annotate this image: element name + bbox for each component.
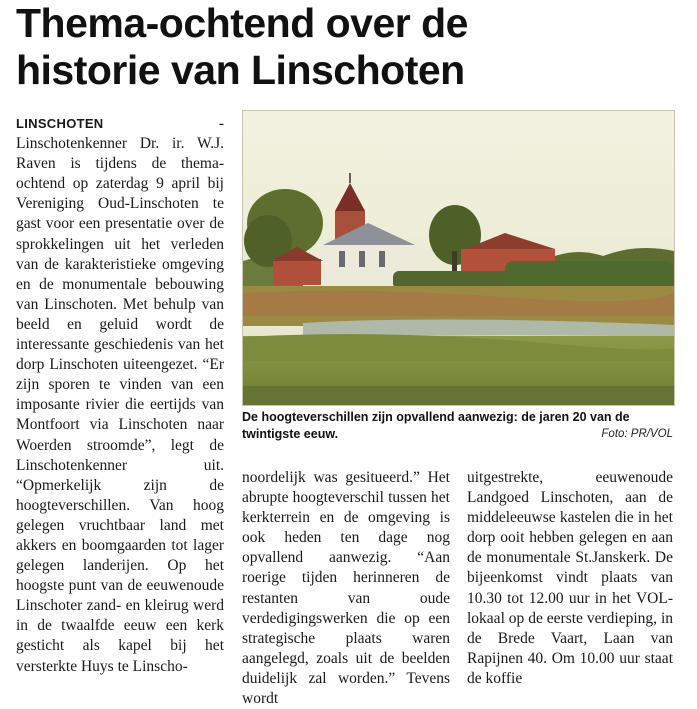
caption-text: De hoogteverschillen zijn opvallend aanwezig: de jaren 20 van de twintigste eeuw. [242,410,630,441]
article-column-1 [16,114,224,677]
photo-caption [242,409,673,443]
headline [16,0,686,94]
headline-line-2: historie van Linschoten [16,47,465,93]
article-column-2: noordelijk was gesitueerd.” Het abrupte hoogteverschil tussen het kerkterrein en de omgeving is ook heden ten dage nog opvallend aanwezig. “Aan roerige tijden herinneren de restanten van oude verdedigingswerken die op een strategische plaats waren aangelegd, zoals uit de beelden duidelijk zal worden.” Tevens wordt [242,469,450,708]
article-photo [242,110,675,406]
headline-line-1: Thema-ochtend over de [16,0,468,46]
dateline: LINSCHOTEN [16,116,104,131]
article-column-3: uitgestrekte, eeuwenoude Landgoed Linschoten, aan de middeleeuwse kastelen die in het dorp ooit hebben gelegen en aan de monumentale St.Janskerk. De bijeenkomst vindt plaats van 10.30 tot 12.00 uur in het VOL-lokaal op de eerste verdieping, in de Brede Vaart, Laan van Rapijnen 40. Om 10.00 uur staat de koffie [467,469,673,687]
village-church-photo [243,111,674,405]
photo-credit: Foto: PR/VOL [601,428,673,440]
column-1-text: - Linschotenkenner Dr. ir. W.J. Raven is tijdens de thema-ochtend op zaterdag 9 april bij Vereniging Oud-Linschoten te gast voor een presentatie over de sprokkelingen uit het verleden van de karakteristieke omgeving en de monumentale bebouwing van Linschoten. Met behulp van beeld en geluid wordt de interessante geschiedenis van het dorp Linschoten uiteengezet. “Er zijn sporen te vinden van een imposante rivier die eertijds van Montfoort via Linschoten naar Woerden stroomde”, legt de Linschotenkenner uit. “Opmerkelijk zijn de hoogteverschillen. Van hoog gelegen vruchtbaar land met akkers en boomgaarden tot lager gelegen landerijen. Op het hoogste punt van de eeuwenoude Linschoter zand- en kleirug werd in de twaalfde eeuw een kerk gesticht als kapel bij het versterkte Huys te Linscho- [16,115,224,675]
